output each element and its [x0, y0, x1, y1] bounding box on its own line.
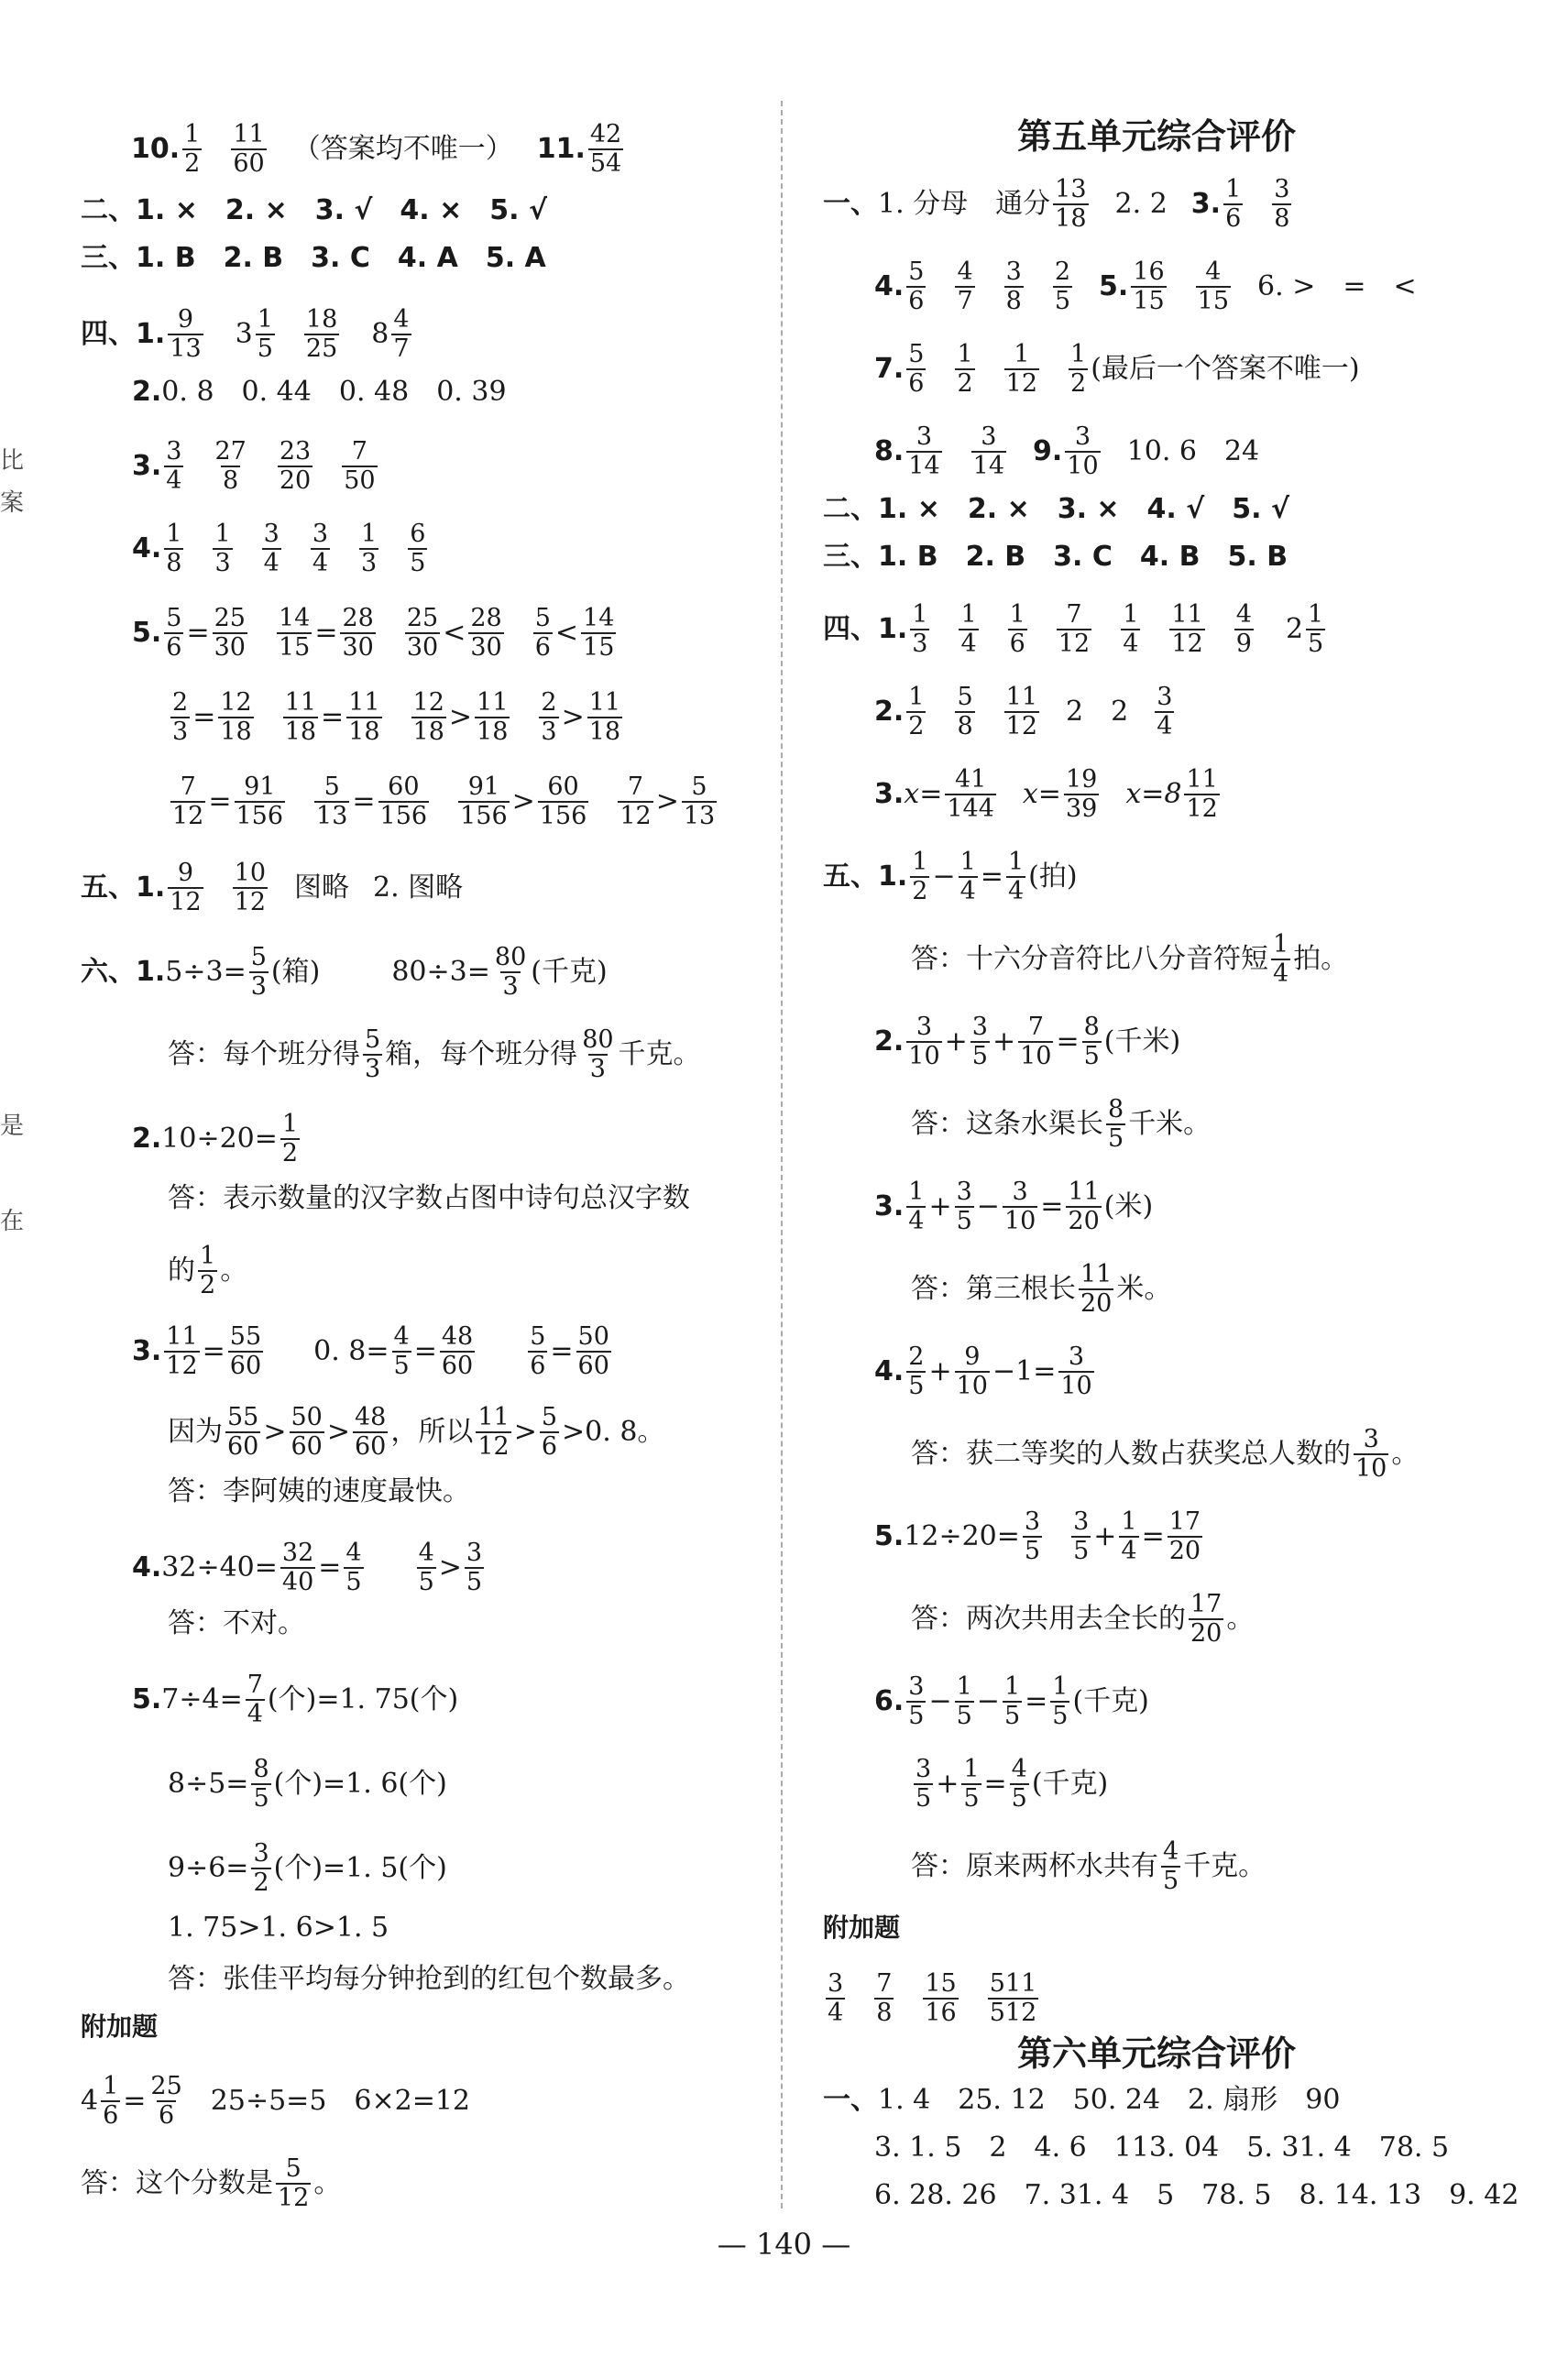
unit5-q8: 8. $\frac{3}{14}$ $\frac{3}{14}$ 9. $\frac{3}{10}$ 10. 6 24 — [874, 422, 1260, 480]
fraction: $\frac{80}{3}$ — [582, 1025, 614, 1083]
fraction: $\frac{5}{8}$ — [957, 683, 973, 740]
fraction: $\frac{2}{5}$ — [1054, 258, 1071, 315]
unit6-section-1-line2: 3. 1. 5 2 4. 6 113. 04 5. 31. 4 78. 5 — [874, 2131, 1450, 2164]
fraction: $\frac{3}{4}$ — [828, 1969, 844, 2027]
fraction: $\frac{28}{30}$ — [342, 604, 374, 662]
fraction: $\frac{19}{39}$ — [1065, 765, 1098, 823]
section-6-q5-e2: 8÷5= $\frac{8}{5}$ (个)=1. 6(个) — [168, 1755, 447, 1813]
section-6-q1: 六、 1. 5÷3= $\frac{5}{3}$ (箱) 80÷3= $\frac{80}{3}$ (千克) — [81, 943, 608, 1001]
fraction: $\frac{50}{60}$ — [577, 1322, 609, 1380]
fraction: $\frac{32}{40}$ — [281, 1539, 314, 1596]
fraction: $\frac{3}{4}$ — [312, 520, 329, 577]
fraction: $\frac{1}{2}$ — [912, 848, 928, 905]
fraction: $\frac{1}{2}$ — [184, 120, 201, 178]
fraction: $\frac{11}{20}$ — [1068, 1178, 1100, 1235]
fraction: $\frac{7}{4}$ — [247, 1671, 263, 1728]
unit5-section-5-q5-answer: 答：两次共用去全长的 $\frac{17}{20}$ 。 — [911, 1590, 1255, 1648]
fraction: $\frac{1}{4}$ — [959, 848, 976, 905]
fraction: $\frac{11}{60}$ — [233, 120, 265, 178]
section-6-q3: 3. $\frac{11}{12}$ = $\frac{55}{60}$ 0. 8= $\frac{4}{5}$ = $\frac{48}{60}$ $\frac{5}{6}$ = $\frac{50}{60}$ — [132, 1322, 609, 1380]
fraction: $\frac{3}{4}$ — [263, 520, 280, 577]
edge-text: 案 — [0, 489, 25, 517]
fraction: $\frac{1}{5}$ — [1052, 1672, 1069, 1730]
fraction: $\frac{1}{3}$ — [361, 520, 378, 577]
fraction: $\frac{15}{16}$ — [925, 1969, 957, 2027]
fraction: $\frac{8}{5}$ — [1108, 1095, 1124, 1153]
fraction: $\frac{11}{12}$ — [1005, 683, 1038, 740]
page-number: — 140 — — [717, 2227, 851, 2262]
unit5-q7: 7. $\frac{5}{6}$ $\frac{1}{2}$ $\frac{1}{12}$ $\frac{1}{2}$ (最后一个答案不唯一) — [874, 340, 1360, 398]
fraction: $\frac{5}{6}$ — [541, 1403, 558, 1461]
fraction: $\frac{7}{12}$ — [172, 773, 204, 830]
fraction: $\frac{3}{5}$ — [466, 1539, 483, 1596]
fraction: $\frac{23}{20}$ — [279, 437, 312, 495]
fraction: $\frac{4}{15}$ — [1197, 258, 1230, 315]
fraction: $\frac{13}{18}$ — [1055, 175, 1087, 233]
section-5: 五、 1. $\frac{9}{12}$ $\frac{10}{12}$ 图略 2. 图略 — [81, 859, 464, 916]
fraction: $\frac{5}{3}$ — [250, 943, 267, 1001]
section-4-q1: 四、 1. $\frac{9}{13}$ 3 $\frac{1}{5}$ $\frac{18}{25}$ 8 $\frac{4}{7}$ — [81, 305, 410, 363]
fraction: $\frac{1}{4}$ — [908, 1178, 925, 1235]
fraction: $\frac{11}{12}$ — [166, 1322, 198, 1380]
section-2: 二、 1. × 2. × 3. √ 4. × 5. √ — [81, 194, 548, 226]
fraction: $\frac{11}{18}$ — [477, 688, 509, 746]
section-6-q5-compare: 1. 75>1. 6>1. 5 — [168, 1912, 389, 1944]
fraction: $\frac{4}{5}$ — [345, 1539, 362, 1596]
fraction: $\frac{2}{3}$ — [172, 688, 189, 746]
unit5-section-5-q3-answer: 答：第三根长 $\frac{11}{20}$ 米。 — [911, 1260, 1172, 1318]
section-3: 三、 1. B 2. B 3. C 4. A 5. A — [81, 242, 546, 274]
fraction: $\frac{91}{156}$ — [460, 773, 508, 830]
unit6-section-1-line1: 一、 1. 4 25. 12 50. 24 2. 扇形 90 — [823, 2084, 1341, 2116]
fraction: $\frac{11}{18}$ — [284, 688, 317, 746]
fraction: $\frac{11}{20}$ — [1080, 1260, 1113, 1318]
unit5-section-5-q4: 4. $\frac{2}{5}$ + $\frac{9}{10}$ −1= $\frac{3}{10}$ — [874, 1342, 1092, 1400]
fraction: $\frac{17}{20}$ — [1168, 1507, 1201, 1565]
extra-answer-right — [823, 1970, 1041, 2027]
fraction: $\frac{3}{14}$ — [908, 422, 940, 480]
extra-heading-right: 附加题 — [823, 1912, 901, 1943]
fraction: $\frac{25}{30}$ — [406, 604, 439, 662]
fraction: $\frac{1}{5}$ — [956, 1672, 972, 1730]
section-6-q3-reason: 因为 $\frac{55}{60}$ > $\frac{50}{60}$ > $\frac{48}{60}$ ，所以 $\frac{11}{12}$ > $\frac{5}{6}$ >0. 8。 — [168, 1403, 665, 1461]
unit5-section-5-q5: 5. 12÷20= $\frac{3}{5}$ $\frac{3}{5}$ + $\frac{1}{4}$ = $\frac{17}{20}$ — [874, 1507, 1201, 1565]
section-6-q5-e3: 9÷6= $\frac{3}{2}$ (个)=1. 5(个) — [168, 1839, 447, 1897]
extra-answer-left-2: 答：这个分数是 $\frac{5}{12}$ 。 — [81, 2154, 342, 2212]
unit5-section-5-q6-sum: $\frac{3}{5}$ + $\frac{1}{5}$ = $\frac{4}{5}$ (千克) — [916, 1755, 1109, 1813]
fraction: $\frac{8}{5}$ — [253, 1755, 269, 1813]
fraction: $\frac{1}{2}$ — [1070, 340, 1087, 398]
fraction: $\frac{7}{50}$ — [344, 437, 376, 495]
fraction: $\frac{5}{13}$ — [316, 773, 348, 830]
fraction: $\frac{3}{8}$ — [1005, 258, 1022, 315]
fraction: $\frac{1}{5}$ — [257, 305, 273, 363]
fraction: $\frac{2}{5}$ — [908, 1342, 925, 1400]
fraction: $\frac{50}{60}$ — [291, 1403, 323, 1461]
fraction: $\frac{7}{12}$ — [620, 773, 652, 830]
fraction: $\frac{27}{8}$ — [214, 437, 247, 495]
fraction: $\frac{55}{60}$ — [229, 1322, 262, 1380]
section-6-q2-answer-2: 的 $\frac{1}{2}$ 。 — [168, 1242, 248, 1299]
fraction: $\frac{5}{6}$ — [166, 604, 182, 662]
extra-answer-left: 4 $\frac{1}{6}$ = $\frac{25}{6}$ 25÷5=5 6×2=12 — [81, 2072, 471, 2130]
fraction: $\frac{11}{12}$ — [1186, 765, 1218, 823]
fraction: $\frac{3}{2}$ — [253, 1839, 269, 1897]
fraction: $\frac{1}{4}$ — [960, 600, 977, 658]
section-6-q3-answer: 答：李阿姨的速度最快。 — [168, 1475, 470, 1507]
fraction: $\frac{9}{13}$ — [170, 305, 202, 363]
unit5-section-1: 一、 1. 分母 通分 $\frac{13}{18}$ 2. 2 3. $\frac{1}{6}$ $\frac{3}{8}$ — [823, 175, 1290, 233]
fraction: $\frac{3}{5}$ — [908, 1672, 925, 1730]
unit5-section-2: 二、 1. × 2. × 3. × 4. √ 5. √ — [823, 493, 1290, 525]
section-6-q2: 2. 10÷20= $\frac{1}{2}$ — [132, 1110, 299, 1167]
fraction: $\frac{1}{5}$ — [963, 1755, 980, 1813]
fraction: $\frac{3}{14}$ — [972, 422, 1004, 480]
unit5-section-3: 三、 1. B 2. B 3. C 4. B 5. B — [823, 541, 1288, 573]
section-4-q5-row2: $\frac{2}{3}$ = $\frac{12}{18}$ $\frac{11}{18}$ = $\frac{11}{18}$ $\frac{12}{18}$ > $\frac{11}{18}$ $\frac{2}{3}$ > $\frac{11}{18}$ — [172, 688, 621, 746]
fraction: $\frac{2}{3}$ — [541, 688, 557, 746]
section-6-q5-e1: 5. 7÷4= $\frac{7}{4}$ (个)=1. 75(个) — [132, 1671, 459, 1728]
fraction: $\frac{16}{15}$ — [1133, 258, 1165, 315]
fraction: $\frac{1}{4}$ — [1273, 930, 1289, 988]
unit6-section-1-line3: 6. 28. 26 7. 31. 4 5 78. 5 8. 14. 13 9. 42 — [874, 2179, 1519, 2211]
unit5-section-5-q1-answer: 答：十六分音符比八分音符短 $\frac{1}{4}$ 拍。 — [911, 930, 1349, 988]
fraction: $\frac{1}{8}$ — [166, 520, 182, 577]
unit5-section-4-q1: 四、 1. $\frac{1}{3}$ $\frac{1}{4}$ $\frac{1}{6}$ $\frac{7}{12}$ $\frac{1}{4}$ $\frac{11}{12}$ $\frac{4}{9}$ 2 $\frac{1}{5}$ — [823, 600, 1324, 658]
fraction: $\frac{48}{60}$ — [355, 1403, 387, 1461]
section-4-q4: 4. $\frac{1}{8}$ $\frac{1}{3}$ $\frac{3}{4}$ $\frac{3}{4}$ $\frac{1}{3}$ $\frac{6}{5}$ — [132, 520, 426, 577]
fraction: $\frac{5}{12}$ — [278, 2154, 310, 2212]
fraction: $\frac{11}{18}$ — [588, 688, 621, 746]
fraction: $\frac{91}{156}$ — [236, 773, 284, 830]
section-6-q4: 4. 32÷40= $\frac{32}{40}$ = $\frac{4}{5}$ $\frac{4}{5}$ > $\frac{3}{5}$ — [132, 1539, 483, 1596]
unit5-title: 第五单元综合评价 — [1017, 116, 1297, 157]
fraction: $\frac{1}{6}$ — [1225, 175, 1242, 233]
section-4-q5-row3: $\frac{7}{12}$ = $\frac{91}{156}$ $\frac{5}{13}$ = $\frac{60}{156}$ $\frac{91}{156}$ > $\frac{60}{156}$ $\frac{7}{12}$ > $\frac{5}{13}$ — [172, 773, 716, 830]
fraction: $\frac{1}{6}$ — [103, 2072, 119, 2130]
unit5-section-5-q2: 2. $\frac{3}{10}$ + $\frac{3}{5}$ + $\frac{7}{10}$ = $\frac{8}{5}$ (千米) — [874, 1013, 1181, 1070]
fraction: $\frac{41}{144}$ — [947, 765, 994, 823]
fraction: $\frac{80}{3}$ — [494, 943, 527, 1001]
fraction: $\frac{1}{2}$ — [281, 1110, 299, 1167]
fraction: $\frac{5}{6}$ — [908, 340, 925, 398]
unit5-section-5-q2-answer: 答：这条水渠长 $\frac{8}{5}$ 千米。 — [911, 1095, 1212, 1153]
fraction: $\frac{1}{5}$ — [1003, 1672, 1021, 1730]
unit6-title: 第六单元综合评价 — [1017, 2033, 1297, 2074]
section-6-q5-answer: 答：张佳平均每分钟抢到的红包个数最多。 — [168, 1963, 690, 1995]
section-6-q2-answer: 答：表示数量的汉字数占图中诗句总汉字数 — [168, 1182, 690, 1214]
fraction: $\frac{48}{60}$ — [441, 1322, 474, 1380]
fraction: $\frac{8}{5}$ — [1083, 1013, 1100, 1070]
fraction: $\frac{1}{12}$ — [1005, 340, 1038, 398]
section-4-q5-row1: 5. $\frac{5}{6}$ = $\frac{25}{30}$ $\frac{14}{15}$ = $\frac{28}{30}$ $\frac{25}{30}$ < $\frac{28}{30}$ $\frac{5}{6}$ < $\frac{14}{15}$ — [132, 604, 615, 662]
fraction: $\frac{1}{4}$ — [1121, 1507, 1137, 1565]
fraction: $\frac{3}{10}$ — [1067, 422, 1099, 480]
fraction: $\frac{28}{30}$ — [470, 604, 502, 662]
unit5-section-5-q3: 3. $\frac{1}{4}$ + $\frac{3}{5}$ − $\frac{3}{10}$ = $\frac{11}{20}$ (米) — [874, 1178, 1154, 1235]
fraction: $\frac{25}{6}$ — [150, 2072, 182, 2130]
section-6-q4-answer: 答：不对。 — [168, 1607, 305, 1639]
fraction: $\frac{55}{60}$ — [227, 1403, 259, 1461]
fraction: $\frac{12}{18}$ — [412, 688, 444, 746]
fraction: $\frac{511}{512}$ — [989, 1969, 1037, 2027]
fraction: $\frac{12}{18}$ — [220, 688, 252, 746]
fraction: $\frac{3}{4}$ — [1157, 683, 1173, 740]
fraction: $\frac{4}{5}$ — [418, 1539, 434, 1596]
fraction: $\frac{1}{5}$ — [1308, 600, 1324, 658]
fraction: $\frac{3}{10}$ — [1003, 1178, 1036, 1235]
section-6-q1-answer: 答：每个班分得 $\frac{5}{3}$ 箱，每个班分得 $\frac{80}{3}$ 千克。 — [168, 1025, 701, 1083]
section-4-q3: 3. $\frac{3}{4}$ $\frac{27}{8}$ $\frac{23}{20}$ $\frac{7}{50}$ — [132, 437, 376, 495]
fraction: $\frac{3}{5}$ — [956, 1178, 972, 1235]
unit5-q4: 4. $\frac{5}{6}$ $\frac{4}{7}$ $\frac{3}{8}$ $\frac{2}{5}$ 5. $\frac{16}{15}$ $\frac{4}{15}$ 6. > = < — [874, 258, 1417, 315]
fraction: $\frac{4}{5}$ — [1163, 1837, 1179, 1895]
fraction: $\frac{25}{30}$ — [214, 604, 246, 662]
fraction: $\frac{4}{5}$ — [393, 1322, 410, 1380]
fraction: $\frac{3}{5}$ — [971, 1013, 988, 1070]
fraction: $\frac{11}{12}$ — [477, 1403, 510, 1461]
fraction: $\frac{7}{12}$ — [1058, 600, 1091, 658]
edge-text: 是 — [0, 1112, 25, 1140]
fraction: $\frac{3}{4}$ — [166, 437, 182, 495]
fraction: $\frac{5}{6}$ — [534, 604, 551, 662]
fraction: $\frac{9}{10}$ — [956, 1342, 988, 1400]
fraction: $\frac{7}{10}$ — [1020, 1013, 1052, 1070]
fraction: $\frac{5}{13}$ — [683, 773, 716, 830]
fraction: $\frac{1}{3}$ — [912, 600, 928, 658]
unit5-section-4-q3: 3. x= $\frac{41}{144}$ x= $\frac{19}{39}$ x=8 $\frac{11}{12}$ — [874, 765, 1218, 823]
fraction: $\frac{11}{18}$ — [348, 688, 380, 746]
fraction: $\frac{1}{4}$ — [1007, 848, 1025, 905]
fraction: $\frac{5}{6}$ — [908, 258, 925, 315]
fraction: $\frac{1}{3}$ — [214, 520, 231, 577]
unit5-section-5-q4-answer: 答：获二等奖的人数占获奖总人数的 $\frac{3}{10}$ 。 — [911, 1425, 1420, 1483]
fraction: $\frac{3}{8}$ — [1274, 175, 1290, 233]
fraction: $\frac{1}{4}$ — [1123, 600, 1139, 658]
fraction: $\frac{1}{2}$ — [908, 683, 925, 740]
edge-text: 在 — [0, 1208, 25, 1235]
fraction: $\frac{17}{20}$ — [1190, 1590, 1223, 1648]
extra-heading-left: 附加题 — [81, 2011, 159, 2042]
column-divider — [781, 101, 783, 2208]
section-4-q2: 2. 0. 8 0. 44 0. 48 0. 39 — [132, 376, 507, 408]
fraction: $\frac{3}{5}$ — [1073, 1507, 1090, 1565]
fraction: $\frac{1}{2}$ — [200, 1242, 216, 1299]
fraction: $\frac{5}{6}$ — [530, 1322, 546, 1380]
fraction: $\frac{3}{10}$ — [908, 1013, 940, 1070]
unit5-section-5-q6: 6. $\frac{3}{5}$ − $\frac{1}{5}$ − $\frac{1}{5}$ = $\frac{1}{5}$ (千克) — [874, 1672, 1149, 1730]
fraction: $\frac{6}{5}$ — [410, 520, 426, 577]
answer-10-11: 10. $\frac{1}{2}$ $\frac{11}{60}$ （答案均不唯一） 11. $\frac{42}{54}$ — [131, 120, 622, 178]
fraction: $\frac{60}{156}$ — [539, 773, 587, 830]
fraction: $\frac{1}{2}$ — [957, 340, 973, 398]
fraction: $\frac{4}{9}$ — [1235, 600, 1252, 658]
fraction: $\frac{3}{5}$ — [1024, 1507, 1041, 1565]
fraction: $\frac{3}{5}$ — [916, 1755, 932, 1813]
fraction: $\frac{7}{8}$ — [876, 1969, 893, 2027]
fraction: $\frac{4}{5}$ — [1011, 1755, 1027, 1813]
fraction: $\frac{3}{10}$ — [1355, 1425, 1387, 1483]
fraction: $\frac{1}{6}$ — [1009, 600, 1025, 658]
fraction: $\frac{14}{15}$ — [583, 604, 615, 662]
fraction: $\frac{60}{156}$ — [379, 773, 428, 830]
fraction: $\frac{42}{54}$ — [589, 120, 622, 178]
unit5-section-4-q2: 2. $\frac{1}{2}$ $\frac{5}{8}$ $\frac{11}{12}$ 2 2 $\frac{3}{4}$ — [874, 683, 1173, 740]
fraction: $\frac{9}{12}$ — [170, 859, 202, 916]
fraction: $\frac{4}{7}$ — [957, 258, 973, 315]
fraction: $\frac{3}{10}$ — [1060, 1342, 1092, 1400]
unit5-section-5-q1: 五、 1. $\frac{1}{2}$ − $\frac{1}{4}$ = $\frac{1}{4}$ (拍) — [823, 848, 1078, 905]
unit5-section-5-q6-answer: 答：原来两杯水共有 $\frac{4}{5}$ 千克。 — [911, 1837, 1266, 1895]
edge-text: 比 — [0, 447, 25, 475]
fraction: $\frac{14}{15}$ — [278, 604, 311, 662]
fraction: $\frac{18}{25}$ — [305, 305, 338, 363]
fraction: $\frac{11}{12}$ — [1171, 600, 1203, 658]
fraction: $\frac{10}{12}$ — [234, 859, 266, 916]
fraction: $\frac{4}{7}$ — [393, 305, 410, 363]
fraction: $\frac{5}{3}$ — [365, 1025, 381, 1083]
